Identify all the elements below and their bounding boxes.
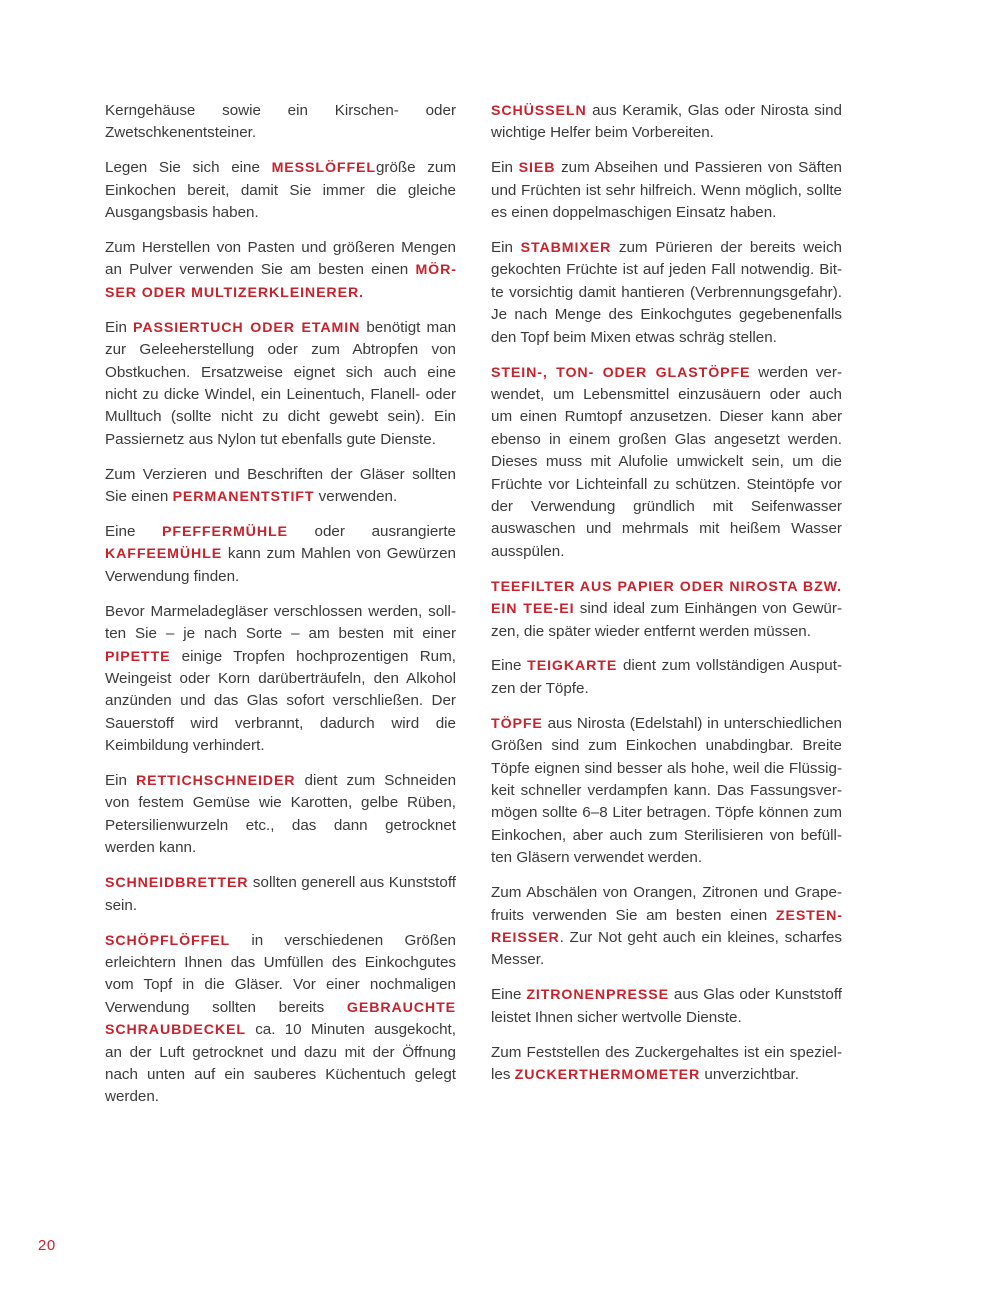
paragraph xyxy=(105,157,456,224)
paragraph xyxy=(105,872,456,917)
keyword: SIEB xyxy=(518,160,556,177)
text-run: oder ausrangierte xyxy=(287,523,456,540)
paragraph xyxy=(491,237,842,349)
text-run: Eine xyxy=(491,657,528,675)
keyword: STABMIXER xyxy=(520,240,612,257)
text-run: Ein xyxy=(105,318,134,336)
paragraph xyxy=(105,930,456,1109)
text-run: zum Pürieren der bereits weich gekochten Früchte ist auf jeden Fall notwendig. Bitte vorsichtig damit hantieren (Verbrennungsgefahr). Je nach Menge des Einkochgutes gegebenenfalls den Topf beim Mixen etwas schräg stellen. xyxy=(491,239,843,346)
text-run: dient zum vollständigen Ausputzen der Töpfe. xyxy=(491,657,843,697)
keyword: SCHÜSSELN xyxy=(491,103,587,119)
text-run: Eine xyxy=(491,986,527,1004)
paragraph xyxy=(105,100,456,145)
text-run: zum Abseihen und Passieren von Säften und Früchten ist sehr hilfreich. Wenn möglich, sollte es einen doppelmaschigen Einsatz haben. xyxy=(491,159,842,222)
keyword: TEEFILTER AUS PAPIER ODER NIROSTA BZW. EIN TEE-EI xyxy=(491,578,842,618)
keyword: PASSIERTUCH ODER ETAMIN xyxy=(133,319,361,336)
page-number: 20 xyxy=(38,1237,56,1254)
keyword: TÖPFE xyxy=(491,715,543,732)
text-run: Eine xyxy=(105,523,163,540)
text-run: Ein xyxy=(491,159,519,177)
keyword: PERMANENTSTIFT xyxy=(172,489,315,506)
left-column xyxy=(105,100,456,1121)
paragraph xyxy=(105,464,456,509)
text-run: aus Keramik, Glas oder Nirosta sind wichtige Helfer beim Vorbereiten. xyxy=(491,102,842,142)
text-run: Zum Feststellen des Zuckergehaltes ist ein spezielles xyxy=(491,1043,842,1083)
paragraph xyxy=(491,984,842,1029)
right-column xyxy=(491,100,842,1099)
keyword: MÖRSER ODER MULTIZERKLEINERER. xyxy=(105,262,456,301)
paragraph xyxy=(491,655,842,700)
text-run: unverzichtbar. xyxy=(700,1065,799,1083)
text-run: größe zum Einkochen bereit, damit Sie immer die gleiche Ausgangsbasis haben. xyxy=(105,159,456,222)
text-run: Bevor Marmeladegläser verschlossen werden, sollten Sie – je nach Sorte – am besten mit einer xyxy=(105,602,456,643)
paragraph xyxy=(105,770,456,860)
text-run: Ein xyxy=(491,239,521,257)
text-run: aus Nirosta (Edelstahl) in unterschiedlichen Größen sind zum Einkochen unabdingbar. Breite Töpfe eignen sind besser als hohe, weil die Flüssigkeit schneller verdampfen kann. Das Fassungsvermögen sollte 6–8 Liter betragen. Töpfe können zum Einkochen, aber auch zum Sterilisieren von befüllten Gläsern verwendet werden. xyxy=(491,714,842,867)
paragraph xyxy=(105,601,456,758)
paragraph xyxy=(491,576,842,643)
text-run: . Zur Not geht auch ein kleines, scharfes Messer. xyxy=(491,928,842,969)
keyword: MESSLÖFFEL xyxy=(271,160,376,177)
keyword: SCHNEIDBRETTER xyxy=(105,875,249,892)
keyword: ZUCKERTHERMOMETER xyxy=(514,1066,701,1083)
text-run: Ein xyxy=(105,772,137,790)
paragraph xyxy=(105,317,456,451)
text-run: verwenden. xyxy=(314,488,398,506)
text-run: ca. 10 Minuten ausgekocht, an der Luft getrocknet und dazu mit der Öffnung nach unten auf ein sauberes Küchentuch gelegt werden. xyxy=(105,1021,456,1106)
text-run: aus Glas oder Kunststoff leistet Ihnen sicher wertvolle Dienste. xyxy=(491,986,842,1026)
text-run: sind ideal zum Einhängen von Gewürzen, die später wieder entfernt werden müssen. xyxy=(491,600,842,640)
text-run: werden verwendet, um Lebensmittel einzusäuern oder auch um einen Rumtopf anzusetzen. Dieser kann aber ebenso in einem großen Glas angesetzt werden. Dieses muss mit Alufolie umwickelt sein, um die Früchte vor Lichteinfall zu schützen. Steintöpfe vor der Verwendung gründlich mit Seifenwasser auswaschen und mehrmals mit heißem Wasser ausspülen. xyxy=(491,363,842,560)
text-run: Kerngehäuse sowie ein Kirschen- oder Zwetschkenentsteiner. xyxy=(105,102,456,142)
keyword: GEBRAUCHTE SCHRAUBDECKEL xyxy=(105,999,456,1039)
paragraph xyxy=(491,362,842,564)
paragraph xyxy=(491,882,842,972)
paragraph xyxy=(105,521,456,588)
paragraph xyxy=(491,1042,842,1087)
paragraph xyxy=(491,157,842,224)
keyword: STEIN-, TON- ODER GLASTÖPFE xyxy=(491,364,751,381)
text-run: Zum Herstellen von Pasten und größeren Mengen an Pulver verwenden Sie am besten einen xyxy=(105,239,456,279)
keyword: PFEFFERMÜHLE xyxy=(162,524,288,540)
keyword: PIPETTE xyxy=(105,648,171,665)
keyword: TEIGKARTE xyxy=(527,658,618,675)
text-run: Zum Verzieren und Beschriften der Gläser sollten Sie einen xyxy=(105,465,456,506)
keyword: ZESTENREISSER xyxy=(491,907,842,946)
text-run: benötigt man zur Geleeherstellung oder zum Abtropfen von Obstkuchen. Ersatzweise eignet sich auch eine nicht zu dicke Windel, ein Leinentuch, Flanell- oder Mulltuch (sollte nicht zu dicht gewebt sein). Ein Passiernetz aus Nylon tut ebenfalls gute Dienste. xyxy=(105,318,457,448)
text-run: Zum Abschälen von Orangen, Zitronen und Grapefruits verwenden Sie am besten einen xyxy=(491,884,842,924)
text-run: in verschiedenen Größen erleichtern Ihnen das Umfüllen des Einkochgutes vom Topf in die Gläser. Vor einer nochmaligen Verwendung sollten bereits xyxy=(105,931,456,1016)
keyword: RETTICHSCHNEIDER xyxy=(136,773,296,790)
text-run: sollten generell aus Kunststoff sein. xyxy=(105,874,456,914)
keyword: KAFFEEMÜHLE xyxy=(105,546,223,563)
text-run: einige Tropfen hochprozentigen Rum, Weingeist oder Korn darüberträufeln, den Alkohol anzünden und das Glas sofort verschließen. Der Sauerstoff wird verbrannt, dadurch wird die Keimbildung verhindert. xyxy=(105,647,456,755)
text-run: dient zum Schneiden von festem Gemüse wie Karotten, gelbe Rüben, Petersilienwurzeln etc., das dann getrocknet werden kann. xyxy=(105,772,457,857)
text-run: kann zum Mahlen von Gewürzen Verwendung finden. xyxy=(105,545,456,585)
paragraph xyxy=(491,100,842,145)
keyword: ZITRONENPRESSE xyxy=(526,987,669,1004)
text-run: Legen Sie sich eine xyxy=(105,159,272,177)
keyword: SCHÖPFLÖFFEL xyxy=(105,932,231,949)
paragraph xyxy=(105,237,456,304)
paragraph xyxy=(491,713,842,870)
